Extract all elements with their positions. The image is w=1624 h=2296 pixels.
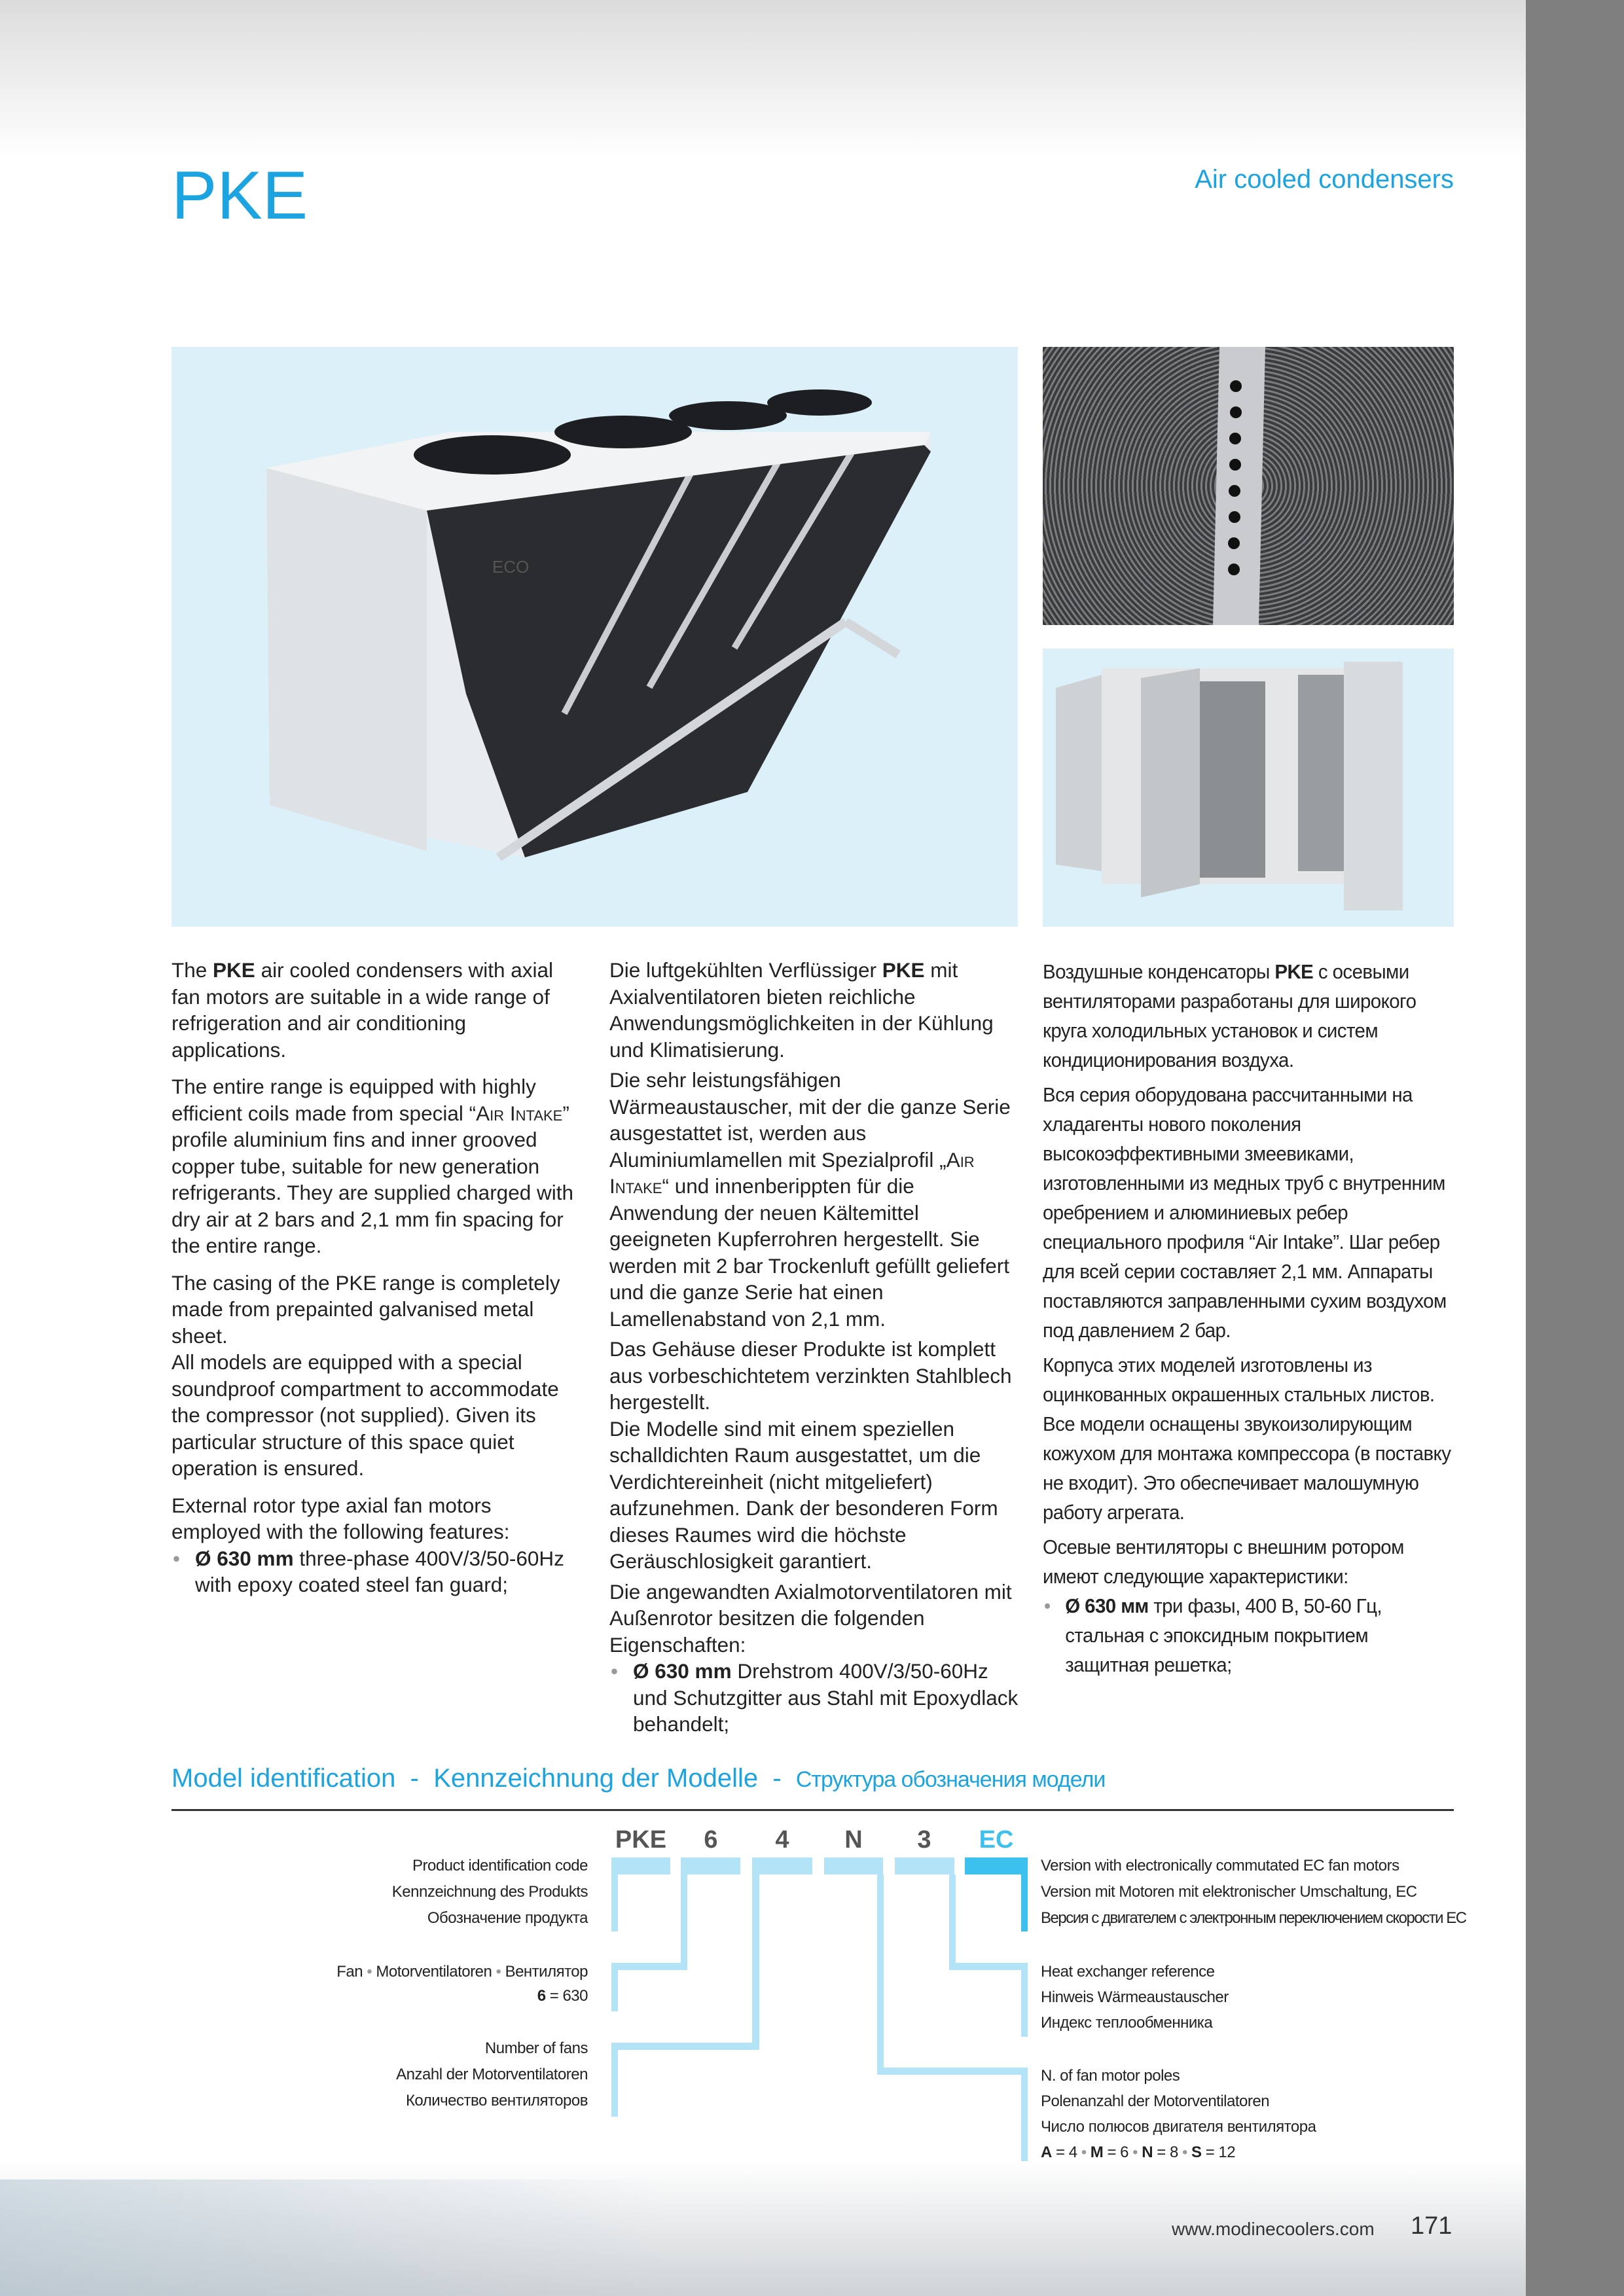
code-fan: 6 xyxy=(704,1826,718,1854)
text: Die angewandten Axialmotorventilatoren mit Außenrotor besitzen die folgenden Eigenschaften: xyxy=(609,1579,1012,1657)
heading-en: Model identification xyxy=(171,1764,396,1793)
fan-diameter: Ø 630 mm xyxy=(195,1546,294,1570)
text: Product identification code xyxy=(412,1857,588,1874)
text: Корпуса этих моделей изготовлены из оцинкованных окрашенных стальных листов. xyxy=(1043,1354,1435,1406)
text: Обозначение продукта xyxy=(427,1909,588,1927)
text: External rotor type axial fan motors employed with the following features: xyxy=(171,1493,510,1543)
feature-bullet xyxy=(1065,1591,1456,1679)
text: Motorventilatoren xyxy=(376,1963,492,1981)
code: M xyxy=(1090,2144,1104,2161)
description-english xyxy=(171,957,577,1598)
label-poles xyxy=(1041,2068,1316,2161)
text: mit Axialventilatoren bieten reichliche Anwendungsmöglichkeiten in der Kühlung und Klimatisierung. xyxy=(609,958,994,1062)
code-ec: EC xyxy=(979,1826,1014,1854)
text: The casing of the PKE range is completely made from prepainted galvanised metal sheet. xyxy=(171,1270,560,1348)
code: A xyxy=(1041,2144,1052,2161)
connector-ec xyxy=(1021,1874,1028,1931)
page-title: PKE xyxy=(171,158,308,234)
text: All models are equipped with a special soundproof compartment to accommodate the compressor (not supplied). Given its particular structure of this space quiet operation is ensured. xyxy=(171,1350,559,1480)
connector xyxy=(1021,2068,1028,2161)
code-box xyxy=(611,1857,670,1874)
text: Количество вентиляторов xyxy=(405,2092,588,2109)
label-ec xyxy=(1041,1857,1466,1927)
connector xyxy=(611,2043,618,2117)
fan-diameter: Ø 630 мм xyxy=(1065,1594,1149,1617)
photo-open-compressor-compartment xyxy=(1043,649,1454,927)
label-fan xyxy=(336,1964,588,2005)
connector xyxy=(1021,1963,1028,2037)
text: Polenanzahl der Motorventilatoren xyxy=(1041,2092,1270,2110)
code: S xyxy=(1191,2144,1202,2161)
text: Das Gehäuse dieser Produkte ist komplett aus vorbeschichtetem verzinkten Stahlblech hergestellt. xyxy=(609,1337,1012,1414)
product-name: PKE xyxy=(1274,960,1314,983)
text: Die sehr leistungsfähigen Wärmeaustauscher, mit der die ganze Serie ausgestattet ist, werden aus Aluminiumlamellen mit Spezialprofil „ xyxy=(609,1068,1011,1172)
text: Вентилятор xyxy=(505,1963,588,1981)
connector xyxy=(752,1874,759,2050)
text: Die luftgekühlten Verflüssiger xyxy=(609,958,882,982)
text: Версия с двигателем с электронным переключением скорости EC xyxy=(1041,1909,1466,1927)
model-identification-heading xyxy=(171,1764,1105,1793)
page-edge-tab xyxy=(1526,0,1624,2296)
text: = 4 xyxy=(1051,2144,1077,2161)
connector xyxy=(949,1963,1028,1970)
code-box xyxy=(824,1857,883,1874)
description-german xyxy=(609,957,1022,1738)
heading-ru: Структура обозначения модели xyxy=(795,1767,1106,1792)
code: 6 xyxy=(537,1987,546,2005)
text: Die Modelle sind mit einem speziellen schalldichten Raum ausgestattet, um die Verdichtereinheit (nicht mitgeliefert) aufzunehmen. Dank der besonderen Form dieses Raumes wird die höchste Geräuschlosigkeit garantiert. xyxy=(609,1416,998,1573)
text: Version with electronically commutated EC fan motors xyxy=(1041,1857,1399,1874)
heading-de: Kennzeichnung der Modelle xyxy=(433,1764,759,1793)
code-box xyxy=(681,1857,740,1874)
label-heat-exchanger xyxy=(1041,1964,1229,2032)
page-number: 171 xyxy=(1411,2212,1453,2240)
text: Number of fans xyxy=(484,2039,588,2057)
connector xyxy=(611,2043,759,2050)
text: Осевые вентиляторы с внешним ротором имеют следующие характеристики: xyxy=(1043,1535,1404,1588)
code-fans-count: 4 xyxy=(775,1826,789,1854)
text: The entire range is equipped with highly efficient coils made from special “ xyxy=(171,1075,536,1125)
feature-bullet xyxy=(633,1658,1022,1738)
text: Воздушные конденсаторы xyxy=(1043,960,1275,983)
text: air cooled condensers with axial fan motors are suitable in a wide range of refrigeration and air conditioning applications. xyxy=(171,958,554,1062)
text: ” profile aluminium fins and inner grooved copper tube, suitable for new generation refrigerants. They are supplied charged with dry air at 2 bars and 2,1 mm fin spacing for the entire range. xyxy=(171,1101,574,1257)
top-gradient xyxy=(0,0,1526,157)
text: = 8 xyxy=(1153,2144,1178,2161)
product-name: PKE xyxy=(213,958,255,982)
text: The xyxy=(171,958,213,982)
bullet-dot: • xyxy=(367,1963,372,1981)
code-box xyxy=(895,1857,954,1874)
code: N xyxy=(1142,2144,1153,2161)
text: = 630 xyxy=(545,1987,588,2005)
air-intake-term: Air Intake xyxy=(609,1147,975,1198)
footer-url[interactable]: www.modinecoolers.com xyxy=(1172,2219,1375,2239)
text: Число полюсов двигателя вентилятора xyxy=(1041,2118,1316,2136)
label-fans-count xyxy=(396,2040,588,2109)
bottom-background-image xyxy=(0,2179,661,2296)
bullet-dot: • xyxy=(1081,2144,1087,2161)
text: Heat exchanger reference xyxy=(1041,1963,1215,1981)
text: Kennzeichnung des Produkts xyxy=(391,1883,588,1901)
code-box xyxy=(752,1857,812,1874)
text: “ und innenberippten für die Anwendung der neuen Kältemittel geeigneten Kupferrohren hergestellt. Sie werden mit 2 bar Trockenluft gefüllt geliefert und die ganze Serie hat einen Lamellenabstand von 2,1 mm. xyxy=(609,1174,1010,1331)
text: Все модели оснащены звукоизолирующим кожухом для монтажа компрессора (в поставку не входит). Это обеспечивает малошумную работу агрегата. xyxy=(1043,1412,1451,1524)
connector xyxy=(877,1874,884,2075)
code-heat-exchanger: 3 xyxy=(917,1826,931,1854)
text: Вся серия оборудована рассчитанными на хладагенты нового поколения высокоэффективными змеевиками, изготовленными из медных труб с внутренним оребрением и алюминиевых ребер специального профиля “Air Intake”. Шаг ребер для всей серии составляет 2,1 мм. Аппараты поставляются заправленными сухим воздухом под давлением 2 бар. xyxy=(1043,1083,1447,1342)
divider xyxy=(171,1809,1454,1811)
connector xyxy=(949,1874,956,1970)
text: с осевыми вентиляторами разработаны для широкого круга холодильных установок и систем кондиционирования воздуха. xyxy=(1043,960,1416,1071)
connector xyxy=(877,2068,1028,2075)
description-russian xyxy=(1043,957,1456,1679)
bullet-dot: • xyxy=(496,1963,501,1981)
air-intake-term: Air Intake xyxy=(476,1101,563,1125)
connector xyxy=(611,1874,618,1931)
text: Drehstrom 400V/3/50-60Hz und Schutzgitter aus Stahl mit Epoxydlack behandelt; xyxy=(633,1659,1019,1736)
product-name: PKE xyxy=(882,958,925,982)
text: Version mit Motoren mit elektronischer Umschaltung, EC xyxy=(1041,1883,1417,1901)
bullet-dot: • xyxy=(1132,2144,1138,2161)
separator: - xyxy=(758,1764,796,1793)
category-label: Air cooled condensers xyxy=(1195,165,1454,194)
connector xyxy=(611,1963,618,2011)
svg-text:ECO: ECO xyxy=(492,557,530,577)
product-photo-condenser xyxy=(171,347,1018,927)
connector xyxy=(681,1874,687,1970)
text: Fan xyxy=(336,1963,363,1981)
feature-bullet xyxy=(195,1545,577,1598)
code-product: PKE xyxy=(615,1826,667,1854)
bullet-dot: • xyxy=(1182,2144,1187,2161)
code-box-ec xyxy=(965,1857,1028,1874)
text: три фазы, 400 В, 50-60 Гц, стальная с эпоксидным покрытием защитная решетка; xyxy=(1065,1594,1382,1676)
text: = 12 xyxy=(1201,2144,1236,2161)
code-poles: N xyxy=(844,1826,863,1854)
text: = 6 xyxy=(1103,2144,1128,2161)
text: Индекс теплообменника xyxy=(1041,2014,1213,2032)
text: Hinweis Wärmeaustauscher xyxy=(1041,1988,1229,2006)
text: Anzahl der Motorventilatoren xyxy=(396,2066,588,2083)
text: three-phase 400V/3/50-60Hz with epoxy coated steel fan guard; xyxy=(195,1546,564,1596)
fan-diameter: Ø 630 mm xyxy=(633,1659,732,1683)
photo-coil-tube-sheet xyxy=(1043,347,1454,625)
text: N. of fan motor poles xyxy=(1041,2067,1180,2085)
separator: - xyxy=(395,1764,434,1793)
label-product xyxy=(392,1857,588,1927)
connector xyxy=(611,1963,687,1970)
